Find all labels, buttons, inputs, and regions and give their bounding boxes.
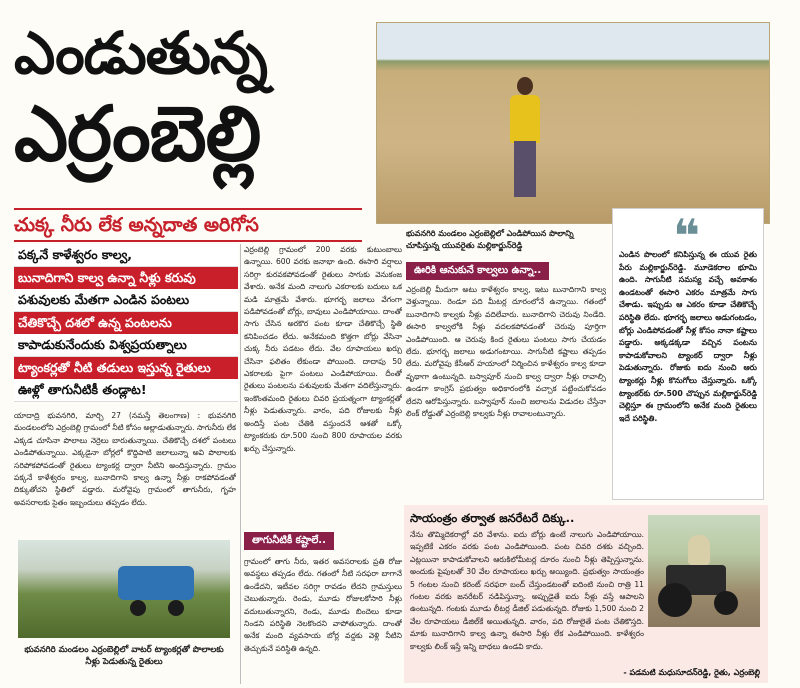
headline-line1: ఎండుతున్న	[14, 19, 267, 87]
highlight-item: కాపాడుకునేందుకు విశ్వప్రయత్నాలు	[14, 334, 238, 357]
tractor-wheel	[658, 583, 692, 617]
headline-line2: ఎర్రంబెల్లి	[14, 89, 261, 178]
canal-column	[406, 284, 606, 498]
canal-text: ఎర్రంబెల్లి మీదుగా అటు కాళేశ్వరం కాల్వ, ఇటు బునాదిగాని కాల్వ వెళ్తున్నాయి. రెండూ పది మీటర్ల దూరంలోనే ఉన్నాయి. గతంలో బునాదిగాని కాల్వకు నీళ్లు వదిలేవారు. బునాదిగాని చెరువు నిండేది. ఈసారి కాల్వలోకి నీళ్లు వదలకపోవడంతో చెరువు పూర్తిగా ఎండిపోయింది. ఆ చెరువు కింద రైతులు పంటలు సాగు చేయడం లేదు. భూగర్భ జలాలు అడుగంటాయి. సాగునీటి కష్టాలు తప్పడం లేదు. మరోవైపు కేసీఆర్ హయాంలో నిర్మించిన కాళేశ్వరం కాల్వ కూడా వృథాగా ఉంటున్నది. బస్వాపూర్ నుంచి కాల్వ ద్వారా నీళ్లు రావాల్సి ఉండగా కాంగ్రెస్ ప్రభుత్వం అధికారంలోకి వచ్చాక పట్టించుకోవడం లేదని ఆరోపిస్తున్నారు. బస్వాపూర్ నుంచి జలాలను విడుదల చేస్తేనా లింక్ రోడ్డుతో ఎర్రంబెల్లి కాల్వకు నీళ్లు రావాలంటున్నారు.	[406, 285, 606, 419]
farmer-figure	[507, 77, 543, 197]
tank-wheel	[130, 600, 146, 616]
quote-mark-icon: ❝	[673, 209, 700, 263]
generator-story-title: సాయంత్రం తర్వాత జనరేటరే దిక్కు..	[410, 511, 575, 525]
farmer-seated	[688, 535, 710, 565]
drinking-text: గ్రామంలో తాగు నీరు, ఇతర అవసరాలకు ప్రతి రోజు అవస్థలు తప్పడం లేదు. గతంలో నీటి సరఫరా బాగానే ఉండేదని, ఇటీవల సరిగ్గా రావడం లేదని గ్రామస్తులు చెబుతున్నారు. రెండు, మూడు రోజులకోసారి నీళ్లు వదులుతున్నారని, రెండు, మూడు బిందెలు కూడా నిండని పరిస్థితి నెలకొందని వాపోతున్నారు. దాంతో అనేక మంది వ్యవసాయ బోర్ల వద్దకు వెళ్లి నీటిని తెచ్చుకునే పరిస్థితి ఉన్నది.	[244, 557, 402, 653]
dateline-paragraph	[14, 410, 236, 534]
drinking-water-tag: తాగునీటికీ కష్టాలే..	[244, 532, 334, 550]
quote-box	[612, 208, 764, 500]
tanker-photo	[18, 540, 230, 638]
highlight-item: చేతికొచ్చే దశలో ఉన్న పంటలను	[14, 312, 238, 334]
field-photo-caption: భువనగిరి మండలం ఎర్రంబెల్లిలో ఎండిపోయిన పొలాన్ని చూపిస్తున్న యువరైతు మల్లికార్జున్‌రెడ్డి	[406, 229, 574, 250]
highlights-list	[14, 244, 238, 402]
field-photo	[376, 22, 770, 224]
quote-body	[619, 249, 757, 495]
water-tank	[118, 566, 194, 600]
drinking-column	[244, 556, 402, 684]
middle-column	[244, 244, 402, 522]
highlight-item: ఊళ్లో తాగునీటికీ తండ్లాట!	[14, 379, 238, 402]
tanker-caption: భువనగిరి మండలం ఎర్రంబెల్లిలో వాటర్ ట్యాంకర్లతో పొలాలకు నీళ్లు పెడుతున్న రైతులు	[24, 645, 224, 667]
generator-story-text: నేను తొమ్మిదెకరాల్లో వరి వేశాను. ఐదు బోర్లు ఉంటే నాలుగు ఎండిపోయాయి. ఇప్పటికే ఎకరం వరకు పంట ఎండిపోయింది. పంట చివరి దశకు వచ్చింది. ఎట్లయినా కాపాడుకోవాలని ఆరుకిలోమీటర్ల దూరం నుంచి నీళ్లు తెప్పిస్తున్నాను. అందుకు పైపులతో 30 వేల రూపాయలు ఖర్చు అయ్యింది. ప్రభుత్వం సాయంత్రం 5 గంటల నుంచి కరెంట్ సరఫరా బంద్ చేస్తుండటంతో ఐదింటి నుంచి రాత్రి 11 గంటల వరకు జనరేటర్ నడిపిస్తున్నా. అప్పుడైతే ఐదు నీళ్లు వస్తే ఆపాలని ఉంటున్నది. గంటకు మూడు లీటర్ల డీజిల్ పడుతున్నది. రోజుకు 1,500 నుంచి 2 వేల రూపాయలు డీజిల్‌కే అయితున్నది. వారం, పది రోజులైతే పంట చేతికొస్తది. మాకు బునాదిగాని కాల్వ ఉన్నా ఈసారి నీళ్లు లేక ఎండిపోయింది. కాళేశ్వరం కాల్వకు లింక్ ఇస్తే ఇన్ని బాధలు ఉండవి కాదు.	[410, 530, 644, 651]
dateline-text: యాదాద్రి భువనగిరి, మార్చి 27 (నమస్తే తెలంగాణ) : భువనగిరి మండలంలోని ఎర్రంబెల్లి గ్రామంలో నీటి కోసం అల్లాడుతున్నారు. సాగునీరు లేక ఎక్కడ చూసినా పొలాలు నెర్రెలు బారుతున్నాయి. చేతికొచ్చే దశలో పంటలు ఎండిపోతున్నాయి. ఎక్కడైనా బోర్లలో కొద్దిపాటి జలాలున్నా అవి పొలాలకు సరిపోకపోవడంతో రైతులు ట్యాంకర్ల ద్వారా నీటిని అందిస్తున్నారు. గ్రామం పక్కనే కాళేశ్వరం కాల్వ, బునాదిగాని కాల్వ ఉన్నా నీళ్లు రాకపోవడంతో దిక్కుతోచని స్థితిలో పడ్డారు. మరోవైపు గ్రామంలో తాగునీరు, గృహ అవసరాలకు సైతం ఇబ్బందులు తప్పడం లేదు.	[14, 411, 236, 507]
quote-text: ఎండిన పొలంలో కనిపిస్తున్న ఈ యువ రైతు పేరు మల్లికార్జున్‌రెడ్డి. మూడెకరాల భూమి ఉంది. సాగునీటి సమస్య వచ్చే అవకాశం ఉండటంతో ఈసారి ఎకరం మాత్రమే సాగు చేశాడు. ఇప్పుడు ఆ ఎకరం కూడా చేతికొచ్చే పరిస్థితి లేదు. భూగర్భ జలాలు అడుగంటడం, బోర్లు ఎండిపోవడంతో నీళ్ల కోసం నానా కష్టాలు పడ్డారు. అక్కడక్కడా వచ్చిన పంటను కాపాడుకోవాలని ట్యాంకర్ ద్వారా నీళ్లు పెడుతున్నారు. రోజుకు ఐదు నుంచి ఆరు ట్యాంకర్లు నీళ్లు కొనుగోలు చేస్తున్నారు. ఒక్కో ట్యాంకర్‌కు రూ.500 చొప్పున మల్లికార్జున్‌రెడ్డి చెల్లిస్తూ ఈ గ్రామంలోని అనేక మంది రైతులు ఇదే పరిస్థితి.	[619, 250, 757, 423]
tractor-wheel	[714, 591, 738, 615]
highlight-item: బునాదిగాని కాల్వ ఉన్నా నీళ్లు కరువు	[14, 267, 238, 289]
tractor-photo	[648, 515, 760, 627]
highlight-item: పక్కనే కాళేశ్వరం కాల్వ,	[14, 244, 238, 267]
generator-story-body	[410, 529, 644, 669]
highlight-item: పశువులకు మేతగా ఎండిన పంటలు	[14, 289, 238, 312]
highlight-item: ట్యాంకర్లతో నీటి తడులు ఇస్తున్న రైతులు	[14, 357, 238, 379]
middle-text: ఎర్రంబెల్లి గ్రామంలో 200 వరకు కుటుంబాలు ఉన్నాయి. 600 వరకు జనాభా ఉంది. ఈసారి వర్షాలు సరిగ్గా కురవకపోవడంతో రైతులు సాగుకు వెనుకంజ వేశారు. అనేక మంది నాలుగు ఎకరాలకు బదులు ఒక మడి మాత్రమే వేశారు. భూగర్భ జలాలు వేగంగా పడిపోవడంతో బోర్లు, బావులు ఎండిపోయాయి. దాంతో సాగు చేసిన అరకొర పంట కూడా చేతికొచ్చే స్థితి కనిపించడం లేదు. అనేకమంది కొత్తగా బోర్లు వేసినా చుక్క నీరు పడటం లేదు. వేల రూపాయలు ఖర్చు చేసినా ఫలితం లేకుండా పోయింది. దాదాపు 50 ఎకరాలకు పైగా పంటలు ఎండిపోయాయి. దీంతో రైతులు పంటలను పశువులకు మేతగా వదిలేస్తున్నారు. ఇంకొంతమంది రైతులు చివరి ప్రయత్నంగా ట్యాంకర్లతో నీళ్లు పెడుతున్నారు. వారం, పది రోజులకు నీళ్లు అందిస్తే పంట చేతికి వస్తుందనే ఆశతో ఒక్కో ట్యాంకరుకు రూ.500 నుంచి 800 రూపాయల వరకు ఖర్చు చేస్తున్నారు.	[244, 245, 402, 453]
column-divider	[240, 244, 241, 684]
canal-tag: ఊరికి ఆనుకునే కాల్వలు ఉన్నా..	[406, 262, 549, 280]
generator-story-attribution: - పడమటి మధుసూదన్‌రెడ్డి, రైతు, ఎర్రంబెల్లి	[623, 668, 760, 677]
tank-wheel	[168, 600, 184, 616]
subheadline: చుక్క నీరు లేక అన్నదాత అరిగోస	[14, 208, 362, 242]
